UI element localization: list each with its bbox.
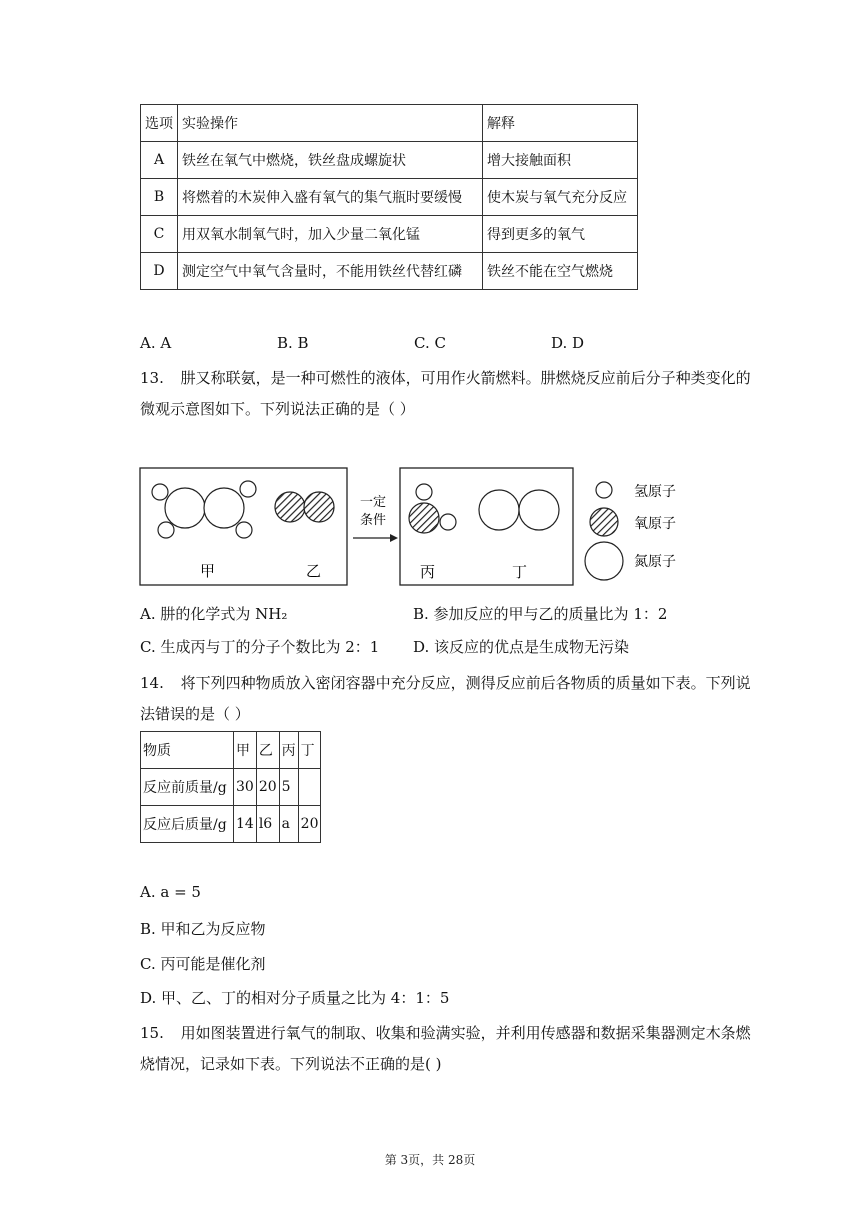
table-cell: 反应后质量/g: [141, 806, 234, 843]
legend: [585, 482, 676, 580]
label-jia: 甲: [200, 562, 216, 580]
table-cell: a: [279, 806, 298, 843]
table-cell: 将燃着的木炭伸入盛有氧气的集气瓶时要缓慢: [178, 179, 483, 216]
table-cell: B: [141, 179, 178, 216]
q14-option-b[interactable]: B. 甲和乙为反应物: [140, 920, 266, 938]
legend-hydrogen-label: 氢原子: [634, 484, 676, 500]
hydrogen-atom: [240, 481, 256, 497]
q15-stem-line2: 烧情况，记录如下表。下列说法不正确的是( ): [140, 1055, 442, 1073]
question-number: 13.: [140, 369, 164, 387]
table-cell: C: [141, 216, 178, 253]
table-cell: 14: [234, 806, 257, 843]
question-number: 14.: [140, 674, 164, 692]
q14-stem-line2: 法错误的是（ ）: [140, 705, 250, 723]
table-cell: 乙: [256, 732, 279, 769]
question-number: 15.: [140, 1024, 164, 1042]
q13-option-c[interactable]: C. 生成丙与丁的分子个数比为 2：1: [140, 638, 380, 656]
table-cell: D: [141, 253, 178, 290]
table-cell: 20: [298, 806, 321, 843]
hydrogen-atom: [158, 522, 174, 538]
table-row: [141, 179, 638, 216]
legend-nitrogen-icon: [585, 542, 623, 580]
condition-line1: 一定: [360, 495, 387, 510]
oxygen-atom: [409, 503, 439, 533]
table-cell: 30: [234, 769, 257, 806]
label-yi: 乙: [306, 562, 322, 580]
table-cell: 铁丝在氧气中燃烧，铁丝盘成螺旋状: [178, 142, 483, 179]
label-bing: 丙: [420, 563, 436, 581]
q12-option-b[interactable]: B. B: [277, 334, 309, 352]
table-cell: 物质: [141, 732, 234, 769]
q15-stem: [140, 1022, 751, 1044]
table-cell: 20: [256, 769, 279, 806]
nitrogen-atom: [204, 488, 244, 528]
reaction-arrow-icon: [353, 534, 398, 542]
table-cell: 选项: [141, 105, 178, 142]
q12-option-c[interactable]: C. C: [414, 334, 446, 352]
oxygen-atom: [275, 492, 305, 522]
table-cell: l6: [256, 806, 279, 843]
q14-option-d[interactable]: D. 甲、乙、丁的相对分子质量之比为 4：1：5: [140, 989, 450, 1007]
q13-stem-line2: 微观示意图如下。下列说法正确的是（ ）: [140, 400, 415, 418]
table-header-row: [141, 732, 321, 769]
table-cell: 丁: [298, 732, 321, 769]
table-cell: 解释: [483, 105, 638, 142]
q13-stem: [140, 367, 751, 389]
table-cell: 反应前质量/g: [141, 769, 234, 806]
label-ding: 丁: [512, 563, 528, 581]
q12-option-a[interactable]: A. A: [140, 334, 172, 352]
table-row: [141, 142, 638, 179]
table-cell: 用双氧水制氧气时，加入少量二氧化锰: [178, 216, 483, 253]
q15-stem-line1: 用如图装置进行氧气的制取、收集和验满实验，并利用传感器和数据采集器测定木条燃: [180, 1024, 751, 1042]
q14-option-c[interactable]: C. 丙可能是催化剂: [140, 955, 266, 973]
table-row: [141, 806, 321, 843]
legend-nitrogen-label: 氮原子: [634, 554, 676, 570]
legend-oxygen-label: 氧原子: [634, 516, 676, 532]
molecule-yi: [275, 492, 334, 522]
q13-option-a[interactable]: A. 肼的化学式为 NH₂: [140, 605, 288, 623]
hydrogen-atom: [152, 484, 168, 500]
molecule-ding: [479, 490, 559, 530]
condition-line2: 条件: [360, 513, 387, 528]
table-cell: 得到更多的氧气: [483, 216, 638, 253]
table-cell: 5: [279, 769, 298, 806]
nitrogen-atom: [519, 490, 559, 530]
table-cell: 实验操作: [178, 105, 483, 142]
hydrogen-atom: [416, 484, 432, 500]
q13-reaction-diagram: [138, 462, 698, 592]
table-row: [141, 769, 321, 806]
table-cell: 增大接触面积: [483, 142, 638, 179]
q12-option-d[interactable]: D. D: [551, 334, 585, 352]
q14-stem: [140, 672, 751, 694]
table-cell: [298, 769, 321, 806]
molecule-jia: [152, 481, 256, 538]
table-cell: 铁丝不能在空气燃烧: [483, 253, 638, 290]
oxygen-atom: [304, 492, 334, 522]
table-cell: 测定空气中氧气含量时，不能用铁丝代替红磷: [178, 253, 483, 290]
q14-table: [140, 731, 321, 843]
q13-stem-line1: 肼又称联氨，是一种可燃性的液体，可用作火箭燃料。肼燃烧反应前后分子种类变化的: [180, 369, 751, 387]
table-cell: 甲: [234, 732, 257, 769]
table-row: [141, 253, 638, 290]
table-cell: 丙: [279, 732, 298, 769]
legend-oxygen-icon: [590, 508, 618, 536]
table-header-row: [141, 105, 638, 142]
hydrogen-atom: [236, 522, 252, 538]
q12-table: [140, 104, 638, 290]
hydrogen-atom: [440, 514, 456, 530]
legend-hydrogen-icon: [596, 482, 612, 498]
page-footer: 第 3页，共 28页: [384, 1153, 476, 1167]
nitrogen-atom: [165, 488, 205, 528]
q13-option-b[interactable]: B. 参加反应的甲与乙的质量比为 1：2: [413, 605, 668, 623]
table-cell: 使木炭与氧气充分反应: [483, 179, 638, 216]
q14-stem-line1: 将下列四种物质放入密闭容器中充分反应，测得反应前后各物质的质量如下表。下列说: [180, 674, 751, 692]
q14-option-a[interactable]: A. a = 5: [140, 883, 201, 901]
molecule-bing: [409, 484, 456, 533]
nitrogen-atom: [479, 490, 519, 530]
table-cell: A: [141, 142, 178, 179]
q13-option-d[interactable]: D. 该反应的优点是生成物无污染: [413, 638, 630, 656]
table-row: [141, 216, 638, 253]
